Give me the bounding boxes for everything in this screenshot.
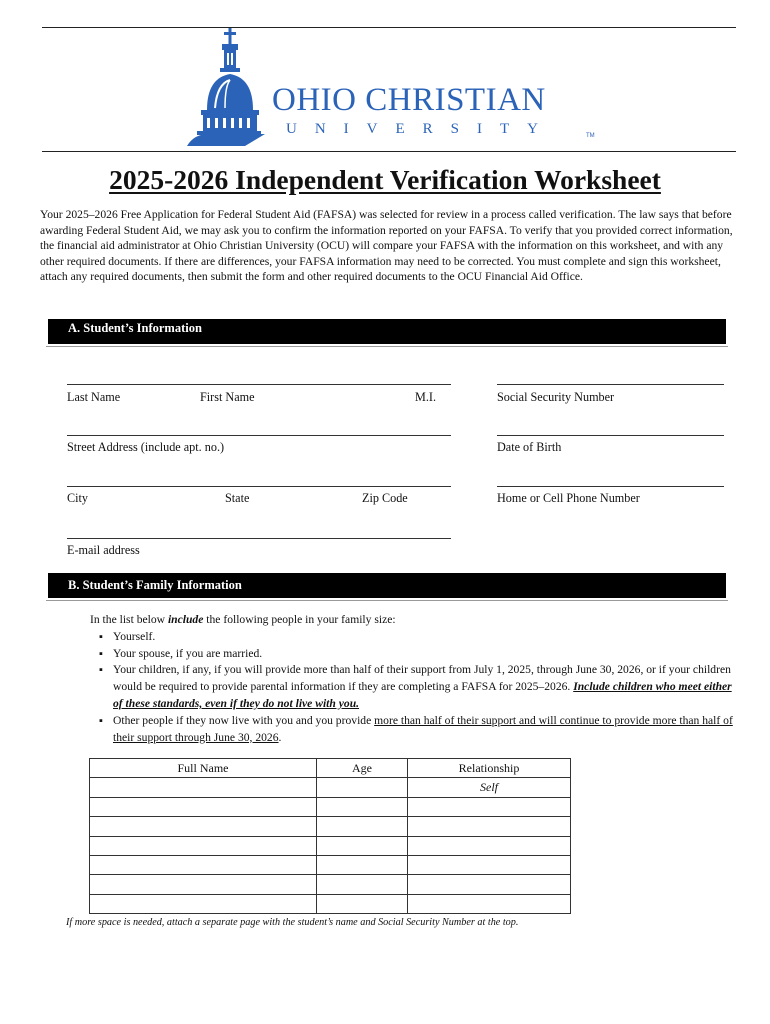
ssn-field-line[interactable] xyxy=(497,384,724,385)
table-row xyxy=(90,875,571,894)
table-header-row xyxy=(90,759,571,778)
name-cell[interactable] xyxy=(90,797,317,816)
ssn-label: Social Security Number xyxy=(497,390,615,404)
chapel-dome-icon xyxy=(185,28,285,150)
relationship-cell[interactable] xyxy=(408,817,571,836)
email-field-line[interactable] xyxy=(67,538,451,539)
age-cell[interactable] xyxy=(317,855,408,874)
zip-label: Zip Code xyxy=(362,491,408,505)
list-item: ▪ Your spouse, if you are married. xyxy=(90,646,735,663)
relationship-cell[interactable] xyxy=(408,894,571,913)
age-cell[interactable] xyxy=(317,817,408,836)
logo-subtext: UNIVERSITY xyxy=(286,121,556,137)
col-relationship: Relationship xyxy=(408,759,571,778)
col-age: Age xyxy=(317,759,408,778)
table-row xyxy=(90,855,571,874)
family-instructions xyxy=(90,612,735,746)
name-field-line[interactable] xyxy=(67,384,451,385)
table-row xyxy=(90,797,571,816)
phone-field-line[interactable] xyxy=(497,486,724,487)
age-cell[interactable] xyxy=(317,875,408,894)
col-full-name: Full Name xyxy=(90,759,317,778)
relationship-cell: Self xyxy=(408,778,571,797)
last-name-label: Last Name xyxy=(67,390,121,404)
name-cell[interactable] xyxy=(90,894,317,913)
age-cell[interactable] xyxy=(317,797,408,816)
name-cell[interactable] xyxy=(90,855,317,874)
dob-label: Date of Birth xyxy=(497,440,562,454)
list-item: ▪ Your children, if any, if you will provide more than half of their support from July 1, 2025, through June 30, 2026, or if your children would be required to provide parental information if they are completing a FAFSA for 2025–2026. Include children who meet either of these standards, even if they do not live with you. xyxy=(90,662,735,712)
state-label: State xyxy=(225,491,250,505)
section-b-heading: B. Student’s Family Information xyxy=(48,573,726,598)
table-row xyxy=(90,817,571,836)
name-cell[interactable] xyxy=(90,817,317,836)
age-cell[interactable] xyxy=(317,894,408,913)
street-field-line[interactable] xyxy=(67,435,451,436)
name-cell[interactable] xyxy=(90,778,317,797)
dob-field-line[interactable] xyxy=(497,435,724,436)
relationship-cell[interactable] xyxy=(408,836,571,855)
email-label: E-mail address xyxy=(67,543,140,557)
table-note: If more space is needed, attach a separate page with the student’s name and Social Security Number at the top. xyxy=(66,917,519,928)
city-field-line[interactable] xyxy=(67,486,451,487)
relationship-cell[interactable] xyxy=(408,797,571,816)
section-a-heading: A. Student’s Information xyxy=(48,319,726,344)
logo-wordmark: OHIO CHRISTIAN xyxy=(272,82,546,118)
logo-trademark: TM xyxy=(586,133,595,139)
mi-label: M.I. xyxy=(415,390,436,404)
intro-paragraph: Your 2025–2026 Free Application for Federal Student Aid (FAFSA) was selected for review in a process called verification. The law says that before awarding Federal Student Aid, we may ask you to confirm the information reported on your FAFSA. To verify that you provided correct information, the financial aid administrator at Ohio Christian University (OCU) will compare your FAFSA with the information on this worksheet, and with any other required documents. If there are differences, your FAFSA information may need to be corrected. You must complete and sign this worksheet, attach any required documents, then submit the form and other required documents to the OCU Financial Aid Office. xyxy=(40,208,733,284)
age-cell[interactable] xyxy=(317,778,408,797)
list-item: ▪ Yourself. xyxy=(90,629,735,646)
name-cell[interactable] xyxy=(90,875,317,894)
phone-label: Home or Cell Phone Number xyxy=(497,491,640,505)
street-label: Street Address (include apt. no.) xyxy=(67,440,225,454)
family-intro: In the list below include the following people in your family size: xyxy=(90,613,396,626)
table-row xyxy=(90,836,571,855)
page-title: 2025-2026 Independent Verification Worksheet xyxy=(109,164,661,195)
city-label: City xyxy=(67,491,88,505)
relationship-cell[interactable] xyxy=(408,855,571,874)
table-row xyxy=(90,778,571,797)
family-members-table xyxy=(89,758,571,914)
age-cell[interactable] xyxy=(317,836,408,855)
relationship-cell[interactable] xyxy=(408,875,571,894)
name-cell[interactable] xyxy=(90,836,317,855)
logo-rule xyxy=(42,151,736,152)
top-rule xyxy=(42,27,736,28)
table-row xyxy=(90,894,571,913)
first-name-label: First Name xyxy=(200,390,255,404)
list-item: ▪ Other people if they now live with you and you provide more than half of their support and will continue to provide more than half of their support through June 30, 2026. xyxy=(90,713,735,747)
family-list xyxy=(90,629,735,747)
